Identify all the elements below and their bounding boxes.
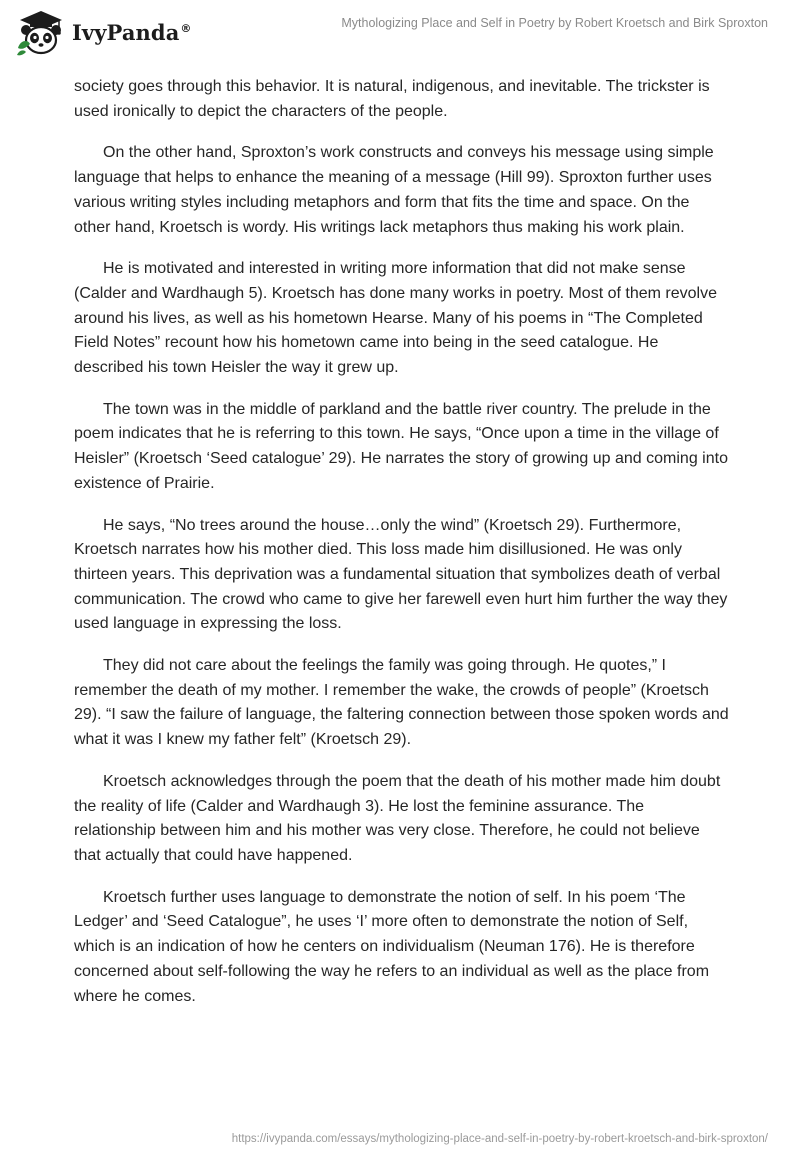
paragraph: The town was in the middle of parkland and the battle river country. The prelude in the poem indicates that he is referring to this town. He says, “Once upon a time in the village of Heisler” (Kroetsch ‘Seed catalogue’ 29). He narrates the story of growing up and coming into existence of Prairie. xyxy=(74,400,728,492)
panda-graduate-icon xyxy=(14,8,66,56)
paragraph: society goes through this behavior. It is natural, indigenous, and inevitable. The trickster is used ironically to depict the characters of the people. xyxy=(74,78,710,120)
paragraph: Kroetsch acknowledges through the poem that the death of his mother made him doubt the reality of life (Calder and Wardhaugh 3). He lost the feminine assurance. The relationship between him and his mother was very close. Therefore, he could not believe that actually that could have happened. xyxy=(74,772,721,864)
brand-name: IvyPanda® xyxy=(72,19,192,45)
paragraph: Kroetsch further uses language to demonstrate the notion of self. In his poem ‘The Ledger’ and ‘Seed Catalogue”, he uses ‘I’ more often to demonstrate the notion of Self, which is an indication of how he centers on individualism (Neuman 176). He is therefore concerned about self-following the way he refers to an individual as well as the place from where he comes. xyxy=(74,888,710,1005)
paragraph: He says, “No trees around the house…only the wind” (Kroetsch 29). Furthermore, Kroetsch narrates how his mother died. This loss made him disillusioned. He was only thirteen years. This deprivation was a fundamental situation that symbolizes death of verbal communication. The crowd who came to give her farewell even hurt him further the way they used language in expressing the loss. xyxy=(74,516,728,633)
brand-logo[interactable] xyxy=(14,8,192,56)
page-header xyxy=(0,0,800,70)
paragraph: He is motivated and interested in writing more information that did not make sense (Calder and Wardhaugh 5). Kroetsch has done many works in poetry. Most of them revolve around his lives, as well as his hometown Hearse. Many of his poems in “The Completed Field Notes” recount how his hometown came into being in the seed catalogue. He described his town Heisler the way it grew up. xyxy=(74,260,717,377)
paragraph: They did not care about the feelings the family was going through. He quotes,” I remember the death of my mother. I remember the wake, the crowds of people” (Kroetsch 29). “I saw the failure of language, the faltering connection between those spoken words and what it was I knew my father felt” (Kroetsch 29). xyxy=(74,657,729,749)
essay-body xyxy=(74,75,730,1026)
source-url[interactable]: https://ivypanda.com/essays/mythologizing-place-and-self-in-poetry-by-robert-kroetsch-and-birk-sproxton/ xyxy=(231,1133,768,1145)
registered-mark: ® xyxy=(180,21,192,35)
paragraph: On the other hand, Sproxton’s work constructs and conveys his message using simple language that helps to enhance the meaning of a message (Hill 99). Sproxton further uses various writing styles including metaphors and form that fits the time and space. On the other hand, Kroetsch is wordy. His writings lack metaphors thus making his work plain. xyxy=(74,144,714,236)
document-title: Mythologizing Place and Self in Poetry by Robert Kroetsch and Birk Sproxton xyxy=(341,16,768,30)
